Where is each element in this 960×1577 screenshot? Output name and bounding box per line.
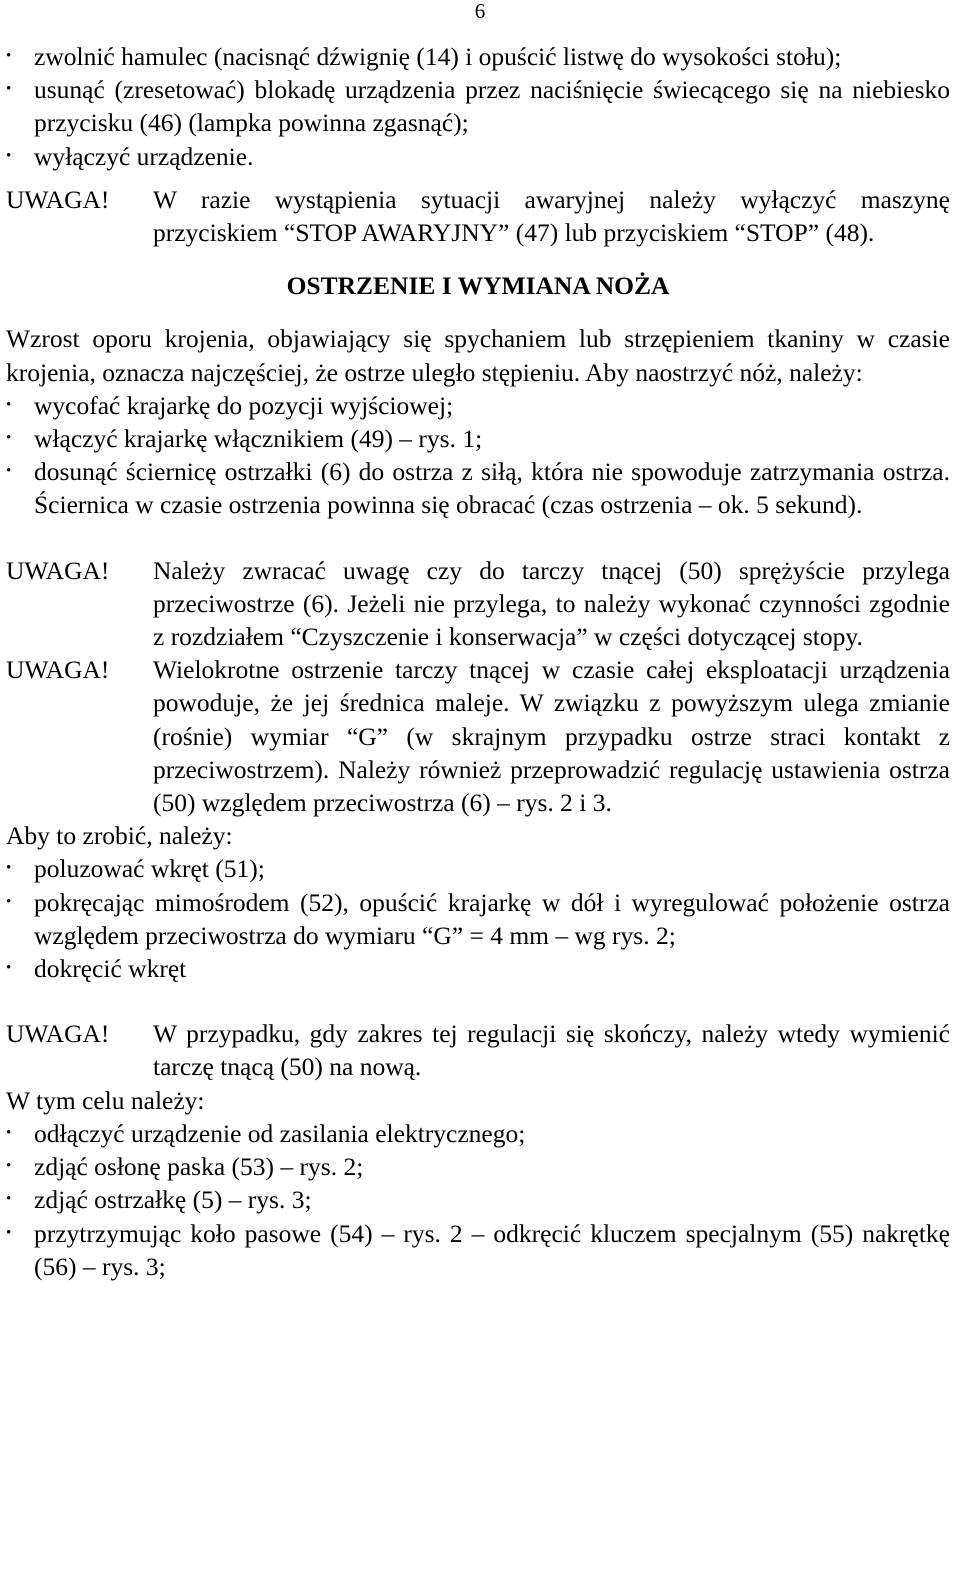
warning-text: Wielokrotne ostrzenie tarczy tnącej w czasie całej eksploatacji urządzenia powoduje, że jej średnica maleje. W związku z powyższym ulega zmianie (rośnie) wymiar “G” (w skrajnym przypadku ostrze straci kontakt z przeciwostrzem). Należy również przeprowadzić regulację ustawienia ostrza (50) względem przeciwostrza (6) – rys. 2 i 3. [153, 655, 950, 818]
intro-paragraph: Wzrost oporu krojenia, objawiający się spychaniem lub strzępieniem tkaniny w czasie krojenia, oznacza najczęściej, że ostrze uległo stępieniu. Aby naostrzyć nóż, należy: [6, 324, 950, 387]
list-item: • przytrzymując koło pasowe (54) – rys. 2 – odkręcić kluczem specjalnym (55) nakrętkę (56) – rys. 3; [6, 1217, 950, 1283]
steps-list-replacement [6, 1117, 950, 1283]
list-item: • zdjąć osłonę paska (53) – rys. 2; [6, 1150, 950, 1183]
list-item: • dokręcić wkręt [6, 952, 950, 985]
warning-text: W przypadku, gdy zakres tej regulacji się skończy, należy wtedy wymienić tarczę tnącą (50) na nową. [153, 1019, 950, 1082]
document-body [6, 40, 950, 1283]
warning-label: UWAGA! [6, 1019, 110, 1049]
warning-label: UWAGA! [6, 655, 110, 685]
steps-list-sharpening [6, 389, 950, 522]
steps-list-release [6, 40, 950, 173]
warning-counter-blade [6, 554, 950, 654]
lead-paragraph: W tym celu należy: [6, 1085, 205, 1115]
warning-text: Należy zwracać uwagę czy do tarczy tnącej (50) sprężyście przylega przeciwostrze (6). Jeżeli nie przylega, to należy wykonać czynności zgodnie z rozdziałem “Czyszczenie i konserwacja” w części dotyczącej stopy. [153, 555, 950, 652]
list-item: • poluzować wkręt (51); [6, 852, 950, 885]
list-item: • odłączyć urządzenie od zasilania elektrycznego; [6, 1117, 950, 1150]
warning-diameter [6, 653, 950, 819]
list-item: • włączyć krajarkę włącznikiem (49) – rys. 1; [6, 422, 950, 455]
list-item: • usunąć (zresetować) blokadę urządzenia przez naciśnięcie świecącego się na niebiesko przycisku (46) (lampka powinna zgasnąć); [6, 73, 950, 139]
warning-text: W razie wystąpienia sytuacji awaryjnej należy wyłączyć maszynę przyciskiem “STOP AWARYJNY” (47) lub przyciskiem “STOP” (48). [153, 184, 950, 248]
lead-paragraph: Aby to zrobić, należy: [6, 821, 233, 851]
list-item: • zdjąć ostrzałkę (5) – rys. 3; [6, 1183, 950, 1216]
warning-label: UWAGA! [6, 184, 110, 214]
list-item: • dosunąć ściernicę ostrzałki (6) do ostrza z siłą, która nie spowoduje zatrzymania ostrza. Ściernica w czasie ostrzenia powinna się obracać (czas ostrzenia – ok. 5 sekund). [6, 455, 950, 521]
warning-replace-blade [6, 1017, 950, 1083]
list-item: • pokręcając mimośrodem (52), opuścić krajarkę w dół i wyregulować położenie ostrza względem przeciwostrza do wymiaru “G” = 4 mm – wg rys. 2; [6, 886, 950, 952]
warning-label: UWAGA! [6, 555, 110, 585]
steps-list-adjustment [6, 852, 950, 985]
page-number: 6 [474, 0, 486, 23]
list-item: • wycofać krajarkę do pozycji wyjściowej; [6, 389, 950, 422]
list-item: • wyłączyć urządzenie. [6, 140, 950, 173]
warning-emergency-stop [6, 183, 950, 249]
section-heading: OSTRZENIE I WYMIANA NOŻA [286, 271, 670, 301]
list-item: • zwolnić hamulec (nacisnąć dźwignię (14) i opuścić listwę do wysokości stołu); [6, 40, 950, 73]
